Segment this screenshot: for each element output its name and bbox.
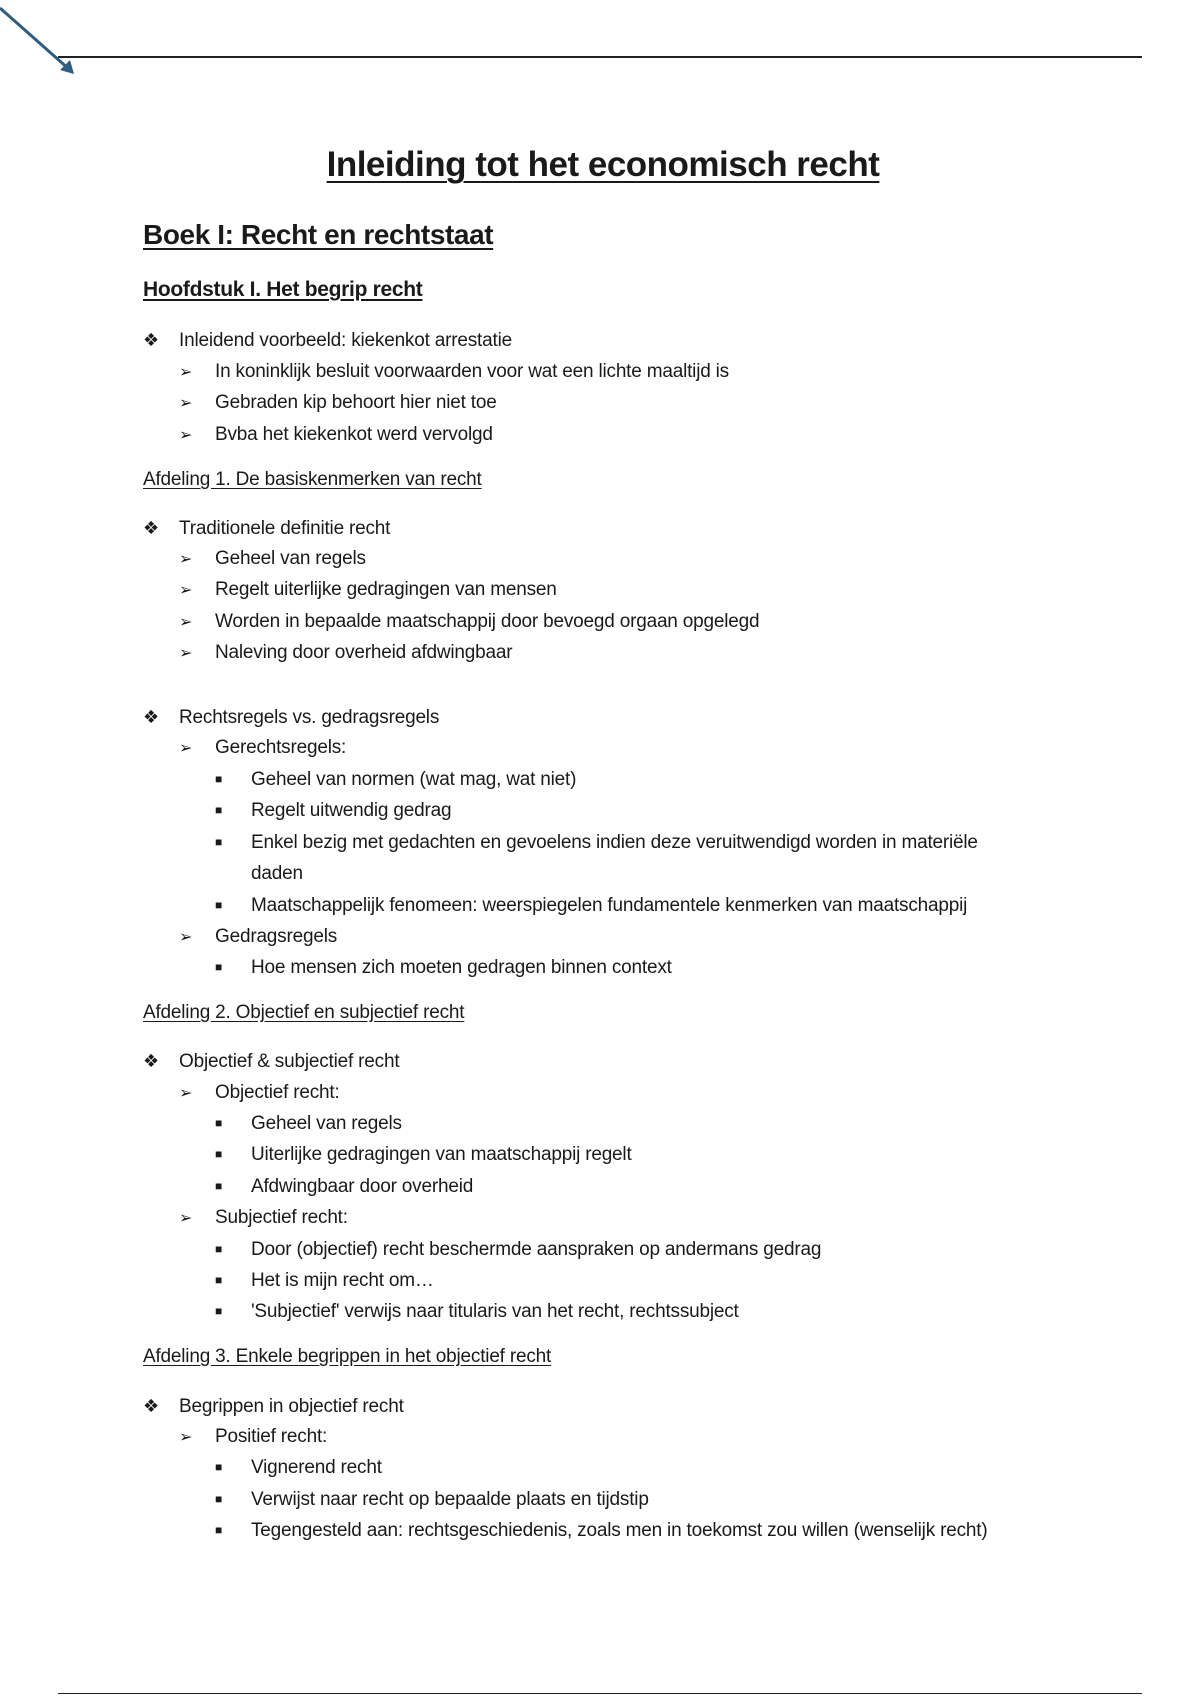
list-item: ➢ In koninklijk besluit voorwaarden voor wat een lichte maaltijd is: [179, 359, 729, 386]
corner-arrow-icon: [0, 0, 80, 80]
list-item: ❖ Inleidend voorbeeld: kiekenkot arrestatie: [143, 327, 512, 354]
list-item: ■ Uiterlijke gedragingen van maatschappij regelt: [215, 1142, 632, 1169]
square-bullet-icon: ■: [215, 1116, 223, 1130]
footer-rule: [58, 1693, 1142, 1694]
square-bullet-icon: ■: [215, 1242, 223, 1256]
list-item: ➢ Geheel van regels: [179, 546, 366, 573]
arrow-bullet-icon: ➢: [179, 1085, 193, 1102]
arrow-bullet-icon: ➢: [179, 614, 193, 631]
header-rule: [58, 56, 1142, 58]
arrow-bullet-icon: ➢: [179, 551, 193, 568]
list-item: ➢ Positief recht:: [179, 1424, 327, 1451]
list-item: ❖ Objectief & subjectief recht: [143, 1048, 399, 1075]
list-item: ■ Geheel van regels: [215, 1111, 402, 1138]
list-item: ■ Regelt uitwendig gedrag: [215, 798, 451, 825]
arrow-bullet-icon: ➢: [179, 1429, 193, 1446]
list-item: ➢ Subjectief recht:: [179, 1205, 348, 1232]
square-bullet-icon: ■: [215, 835, 223, 849]
list-item: ■ Het is mijn recht om…: [215, 1268, 434, 1295]
chapter-heading: Hoofdstuk I. Het begrip recht: [143, 278, 423, 301]
list-item: ➢ Bvba het kiekenkot werd vervolgd: [179, 422, 493, 449]
section-heading: Afdeling 2. Objectief en subjectief recht: [143, 1002, 465, 1023]
list-item: ■ Verwijst naar recht op bepaalde plaats en tijdstip: [215, 1487, 649, 1514]
list-item: ■ Vignerend recht: [215, 1455, 382, 1482]
section-heading: Afdeling 1. De basiskenmerken van recht: [143, 469, 482, 490]
diamond-bullet-icon: ❖: [143, 707, 159, 727]
list-item: ■ Maatschappelijk fenomeen: weerspiegelen fundamentele kenmerken van maatschappij: [215, 893, 967, 920]
square-bullet-icon: ■: [215, 803, 223, 817]
list-item: ➢ Regelt uiterlijke gedragingen van mensen: [179, 577, 557, 604]
book-heading: Boek I: Recht en rechtstaat: [143, 219, 494, 250]
arrow-bullet-icon: ➢: [179, 395, 193, 412]
document-title: Inleiding tot het economisch recht: [326, 145, 880, 184]
square-bullet-icon: ■: [215, 1492, 223, 1506]
square-bullet-icon: ■: [215, 772, 223, 786]
arrow-bullet-icon: ➢: [179, 929, 193, 946]
list-item: ➢ Gedragsregels: [179, 924, 337, 951]
section-heading: Afdeling 3. Enkele begrippen in het objectief recht: [143, 1346, 552, 1367]
arrow-bullet-icon: ➢: [179, 364, 193, 381]
square-bullet-icon: ■: [215, 1147, 223, 1161]
diamond-bullet-icon: ❖: [143, 518, 159, 538]
square-bullet-icon: ■: [215, 898, 223, 912]
list-item: ❖ Rechtsregels vs. gedragsregels: [143, 704, 439, 731]
diamond-bullet-icon: ❖: [143, 1396, 159, 1416]
arrow-bullet-icon: ➢: [179, 582, 193, 599]
square-bullet-icon: ■: [215, 1304, 223, 1318]
arrow-bullet-icon: ➢: [179, 1210, 193, 1227]
list-item: ■ Enkel bezig met gedachten en gevoelens indien deze veruitwendigd worden in materiële: [215, 830, 978, 857]
square-bullet-icon: ■: [215, 1179, 223, 1193]
arrow-bullet-icon: ➢: [179, 740, 193, 757]
list-item: ➢ Worden in bepaalde maatschappij door bevoegd orgaan opgelegd: [179, 609, 759, 636]
list-item-continuation: daden: [251, 863, 303, 884]
square-bullet-icon: ■: [215, 1273, 223, 1287]
arrow-bullet-icon: ➢: [179, 645, 193, 662]
square-bullet-icon: ■: [215, 1460, 223, 1474]
list-item: ■ Door (objectief) recht beschermde aanspraken op andermans gedrag: [215, 1237, 821, 1264]
list-item: ➢ Naleving door overheid afdwingbaar: [179, 640, 512, 667]
list-item: ➢ Gebraden kip behoort hier niet toe: [179, 390, 497, 417]
diamond-bullet-icon: ❖: [143, 330, 159, 350]
arrow-bullet-icon: ➢: [179, 427, 193, 444]
list-item: ➢ Gerechtsregels:: [179, 735, 346, 762]
list-item: ❖ Begrippen in objectief recht: [143, 1393, 404, 1420]
list-item: ➢ Objectief recht:: [179, 1080, 340, 1107]
list-item: ■ Geheel van normen (wat mag, wat niet): [215, 767, 576, 794]
diamond-bullet-icon: ❖: [143, 1051, 159, 1071]
square-bullet-icon: ■: [215, 1523, 223, 1537]
square-bullet-icon: ■: [215, 960, 223, 974]
list-item: ■ Afdwingbaar door overheid: [215, 1174, 473, 1201]
list-item: ❖ Traditionele definitie recht: [143, 515, 390, 542]
list-item: ■ 'Subjectief' verwijs naar titularis van het recht, rechtssubject: [215, 1299, 739, 1326]
list-item: ■ Hoe mensen zich moeten gedragen binnen context: [215, 955, 672, 982]
list-item: ■ Tegengesteld aan: rechtsgeschiedenis, zoals men in toekomst zou willen (wenselijk recht): [215, 1518, 987, 1545]
